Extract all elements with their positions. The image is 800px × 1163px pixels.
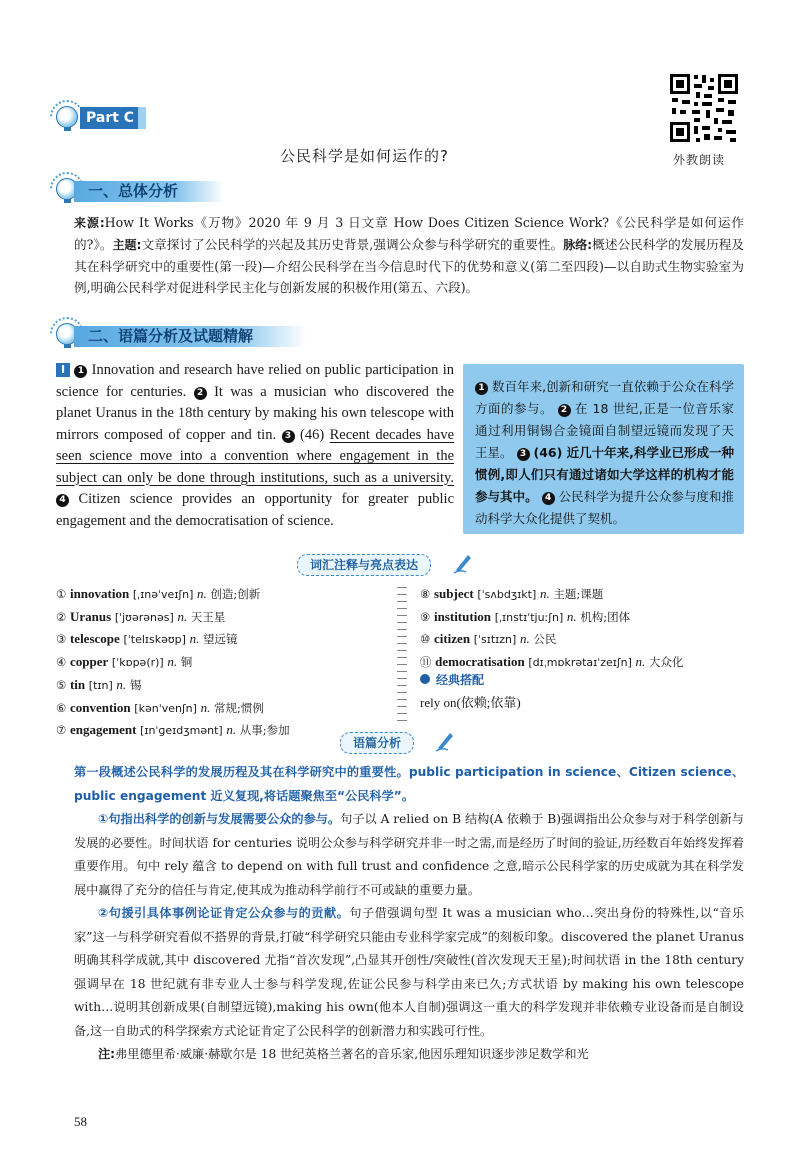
- vocab-phonetic: [ˌɪnəˈveɪʃn]: [132, 588, 194, 601]
- qr-label: 外教朗读: [673, 153, 726, 167]
- vocab-phonetic: [ˈsʌbdʒɪkt]: [477, 588, 537, 601]
- vocab-word: innovation: [69, 586, 130, 601]
- vocab-item: [56, 606, 396, 629]
- vocab-meaning: 从事;参加: [239, 723, 290, 738]
- overview-paragraph: [74, 212, 744, 298]
- sentence-1: Innovation and research have relied on public participation in science for centuries.: [56, 362, 454, 400]
- vocab-meaning: 铜: [180, 655, 193, 670]
- analysis-point-1: ①句指出科学的创新与发展需要公众的参与。句子以 A relied on B 结构(A 依赖于 B)强调指出公众参与对于科学创新与发展的必要性。时间状语 for centuries 说明公众参与科学研究并非一时之需,而是经历了时间的验证,历经数百年始终发挥着重要作用。句中 rely 蕴含 to depend on with full trust and confidence 之意,暗示公民科学家的历史成就为其在科学发展中赢得了充分的信任与肯定,使其成为推动科学前行不可或缺的重要力量。: [74, 812, 744, 897]
- part-icon: [56, 106, 78, 128]
- sentence-4: Citizen science provides an opportunity for greater public engagement and the democratisation of science.: [56, 491, 455, 529]
- translation-number-3: 3: [517, 448, 530, 461]
- translation-2: 在 18 世纪,正是一位音乐家通过利用铜锡合金镜面自制望远镜而发现了天王星。: [475, 401, 734, 460]
- vocab-meaning: 望远镜: [202, 632, 238, 647]
- analysis-text: [74, 761, 744, 1067]
- vocab-index: ⑨: [420, 609, 431, 624]
- column-divider: [397, 584, 407, 724]
- translation-1: 数百年来,创新和研究一直依赖于公众在科学方面的参与。: [475, 379, 734, 416]
- vocab-item: [56, 628, 396, 651]
- paragraph-marker: I: [56, 363, 70, 377]
- sentence-number-3: 3: [282, 430, 295, 443]
- analysis-point-2: ②句援引具体事例论证肯定公众参与的贡献。句子借强调句型 It was a musician who…突出身份的特殊性,以“音乐家”这一与科学研究看似不搭界的背景,打破“科学研究只能由专业科学家完成”的刻板印象。discovered the planet Uranus 明确其科学成就,其中 discovered 尤指“首次发现”,凸显其开创性/突破性(首次发现天王星);时间状语 in the 18th century 强调早在 18 世纪就有非专业人士参与科学发现,佐证公民参与科学由来已久;方式状语 by making his own telescope with…说明其创新成果(自制望远镜),making his own(他本人自制)强调这一重大的科学发现并非依赖专业设备而是自制设备,这一自助式的科学探索方式论证肯定了公民科学的创新潜力和实践可行性。: [74, 906, 745, 1038]
- translation-4: 公民科学为提升公众参与度和推动科学大众化提供了契机。: [475, 489, 734, 526]
- vocab-meaning: 天王星: [190, 609, 226, 624]
- vocab-index: ③: [56, 632, 67, 647]
- vocab-phonetic: [tɪn]: [88, 678, 113, 692]
- sentence-3-underlined: Recent decades have seen science move into a convention where engagement in the subject can only be done through institutions, such as a university.: [56, 426, 455, 486]
- analysis-note: 注:弗里德里希·威廉·赫歇尔是 18 世纪英格兰著名的音乐家,他因乐理知识逐步涉足数学和光: [98, 1047, 589, 1061]
- vocab-phonetic: [ˈkɒpə(r)]: [111, 656, 164, 670]
- source-text: How It Works《万物》2020 年 9 月 3 日文章 How Does Citizen Science Work?《公民科学是如何运作的?》。: [74, 215, 744, 252]
- vocab-meaning: 大众化: [648, 655, 684, 670]
- vocab-phonetic: [ˈsɪtɪzn]: [473, 633, 517, 647]
- theme-label: 主题:: [112, 238, 142, 252]
- vocab-index: ⑧: [420, 587, 431, 601]
- translation-number-2: 2: [558, 404, 571, 417]
- vocab-pos: n.: [635, 654, 646, 670]
- vocab-heading: 词汇注释与亮点表达: [297, 554, 431, 576]
- vocab-pos: n.: [177, 608, 188, 624]
- analysis-summary: 第一段概述公民科学的发展历程及其在科学研究中的重要性。public participation in science、Citizen science、public engagement 近义复现,将话题聚焦至“公民科学”。: [74, 765, 745, 803]
- vocab-index: ④: [56, 655, 67, 670]
- translation-number-4: 4: [542, 492, 555, 505]
- vocab-phonetic: [ˈtelɪskəʊp]: [123, 633, 186, 647]
- vocab-index: ⑥: [56, 700, 67, 715]
- vocab-item: [56, 674, 396, 697]
- vocab-pos: n.: [519, 631, 530, 647]
- vocab-meaning: 主题;课题: [553, 587, 604, 601]
- vocab-word: tin: [69, 676, 86, 692]
- sentence-2: It was a musician who discovered the planet Uranus in the 18th century by making his own telescope with mirrors composed of copper and tin.: [56, 383, 455, 443]
- vocab-meaning: 创造;创新: [210, 587, 261, 601]
- page-title: 公民科学是如何运作的?: [280, 147, 449, 165]
- vocab-meaning: 锡: [129, 677, 142, 692]
- theme-text: 文章探讨了公民科学的兴起及其历史背景,强调公众参与科学研究的重要性。: [141, 237, 564, 252]
- translation-box: [463, 364, 744, 534]
- pen-icon: [434, 730, 456, 752]
- vocab-pos: n.: [566, 608, 577, 624]
- vocab-pos: n.: [197, 586, 207, 601]
- vocab-pos: n.: [200, 699, 211, 715]
- vocab-pos: n.: [189, 631, 200, 647]
- collocation-heading: 经典搭配: [420, 670, 750, 692]
- vocab-pos: n.: [116, 676, 127, 692]
- vocab-list-right: [420, 583, 750, 674]
- vocab-meaning: 机构;团体: [580, 609, 631, 624]
- vocab-word: copper: [69, 654, 109, 670]
- vocab-pos: n.: [539, 586, 550, 601]
- vocab-phonetic: [ˌɪnstɪˈtjuːʃn]: [494, 610, 564, 624]
- bullet-icon: [420, 674, 430, 684]
- context-text: 概述公民科学的发展历程及其在科学研究中的重要性(第一段)—介绍公民科学在当今信息时代下的优势和意义(第二至四段)—以自助式生物实验室为例,明确公民科学对促进科学民主化与创新发展的积极作用(第五、六段)。: [74, 237, 744, 295]
- translation-number-1: 1: [475, 382, 488, 395]
- collocation-item: rely on(依赖;依靠): [420, 694, 521, 710]
- pen-icon: [452, 552, 474, 574]
- collocation-block: [420, 670, 750, 713]
- vocab-index: ②: [56, 609, 67, 624]
- vocab-pos: n.: [226, 722, 237, 738]
- question-number-46: (46): [300, 426, 325, 443]
- vocab-item: [420, 606, 750, 629]
- vocab-phonetic: [ˈjʊərənəs]: [114, 610, 174, 624]
- vocab-item: [56, 583, 396, 606]
- section-heading-overview: 一、总体分析: [74, 181, 224, 202]
- vocab-pos: n.: [167, 654, 178, 670]
- vocab-item: [56, 651, 396, 674]
- vocab-word: subject: [433, 586, 474, 601]
- vocab-index: ⑦: [56, 723, 67, 738]
- vocab-word: engagement: [69, 722, 137, 738]
- vocab-phonetic: [dɪˌmɒkrətaɪˈzeɪʃn]: [528, 656, 632, 670]
- vocab-phonetic: [ɪnˈɡeɪdʒmənt]: [140, 724, 223, 738]
- qr-code-icon[interactable]: [668, 72, 740, 144]
- section-heading-discourse: 二、语篇分析及试题精解: [74, 326, 306, 347]
- vocab-word: Uranus: [69, 608, 112, 624]
- page-number: 58: [74, 1114, 87, 1129]
- analysis-heading: 语篇分析: [340, 732, 414, 754]
- vocab-list-left: [56, 583, 396, 742]
- context-label: 脉络:: [563, 238, 593, 252]
- passage-paragraph-1: [56, 360, 454, 532]
- vocab-index: ⑩: [420, 632, 431, 647]
- vocab-index: ⑪: [420, 655, 432, 670]
- vocab-item: [420, 583, 750, 606]
- sentence-number-2: 2: [194, 387, 207, 400]
- vocab-meaning: 公民: [533, 632, 557, 647]
- translation-3: (46) 近几十年来,科学业已形成一种惯例,即人们只有通过诸如大学这样的机构才能参与其中。: [475, 445, 734, 504]
- vocab-item: [420, 628, 750, 651]
- vocab-index: ⑤: [56, 677, 67, 692]
- vocab-phonetic: [kənˈvenʃn]: [134, 701, 197, 715]
- vocab-word: citizen: [433, 631, 471, 647]
- sentence-number-4: 4: [56, 494, 69, 507]
- vocab-word: institution: [433, 608, 492, 624]
- sentence-number-1: 1: [74, 365, 87, 378]
- vocab-item: [56, 697, 396, 720]
- vocab-index: ①: [56, 587, 67, 601]
- vocab-word: convention: [69, 699, 131, 715]
- vocab-meaning: 常规;惯例: [214, 700, 264, 715]
- part-label: Part C: [80, 107, 146, 129]
- source-label: 来源:: [74, 216, 105, 230]
- vocab-word: democratisation: [435, 654, 525, 670]
- vocab-word: telescope: [69, 631, 120, 647]
